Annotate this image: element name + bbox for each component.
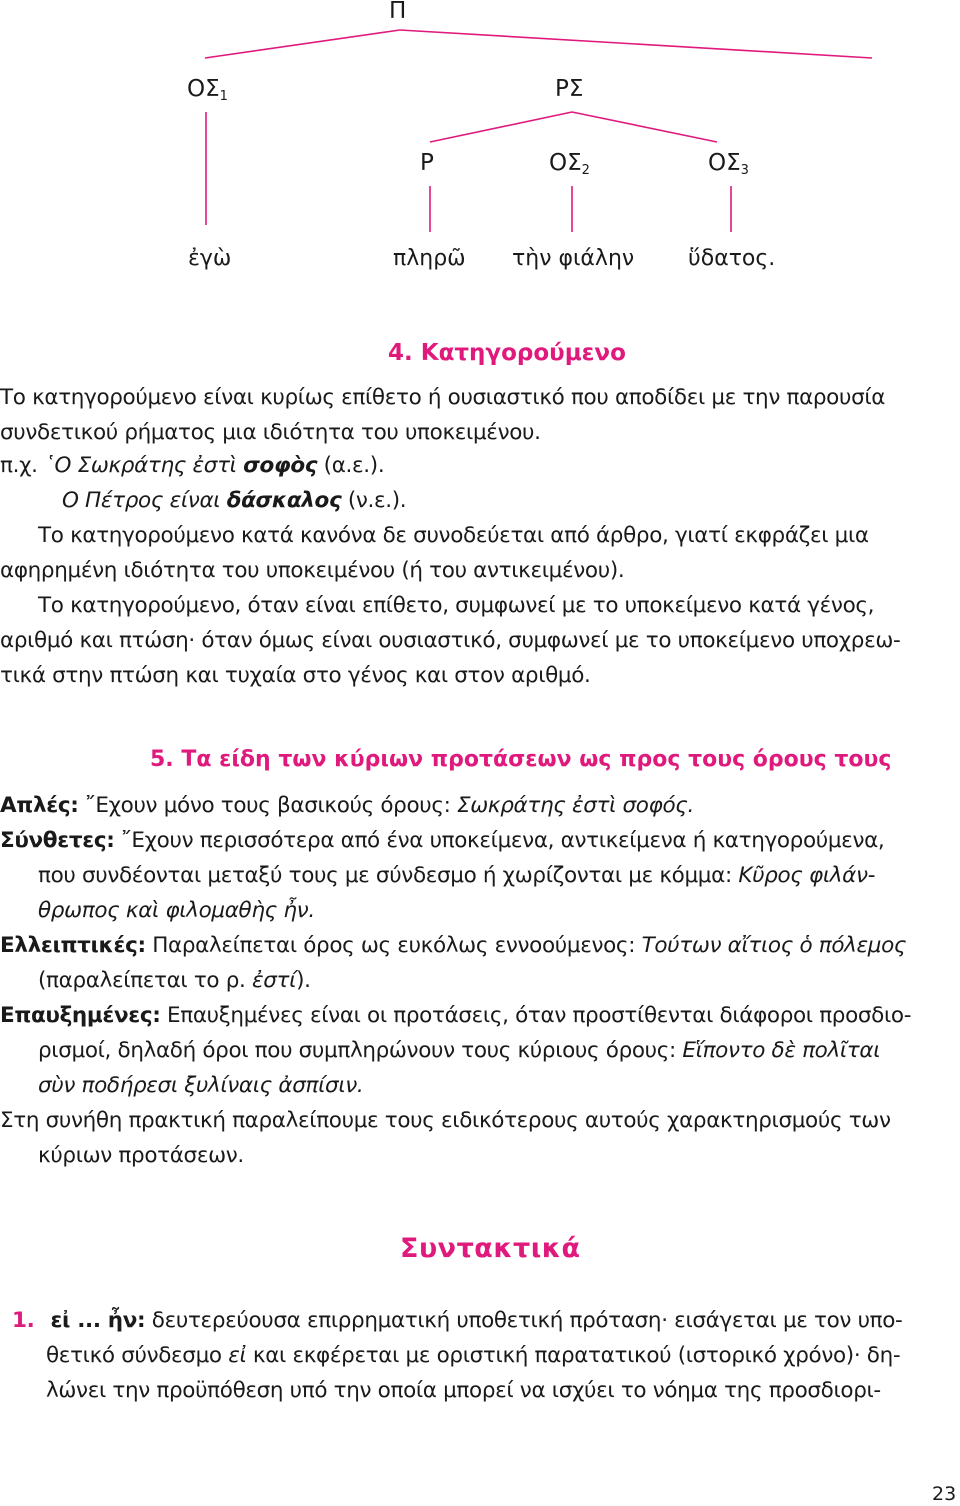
tree-diagram-lines (0, 0, 960, 290)
example-line-ancient: π.χ. ῾Ο Σωκράτης ἐστὶ σοφὸς (α.ε.). (0, 453, 385, 478)
paragraph-line: κύριων προτάσεων. (38, 1143, 244, 1168)
paragraph-line: αριθμό και πτώση· όταν όμως είναι ουσιαστικό, συμφωνεί με το υποκείμενο υποχρεω- (0, 628, 901, 653)
aples-line: Απλές: ῎Εχουν μόνο τους βασικούς όρους: Σωκράτης ἐστὶ σοφός. (0, 793, 695, 818)
tree-node-rs: ΡΣ (555, 76, 584, 102)
elleiptikes-line: (παραλείπεται το ρ. ἐστί). (38, 968, 311, 993)
page-number: 23 (932, 1483, 957, 1505)
paragraph-line: συνδετικού ρήματος μια ιδιότητα του υποκειμένου. (0, 420, 541, 445)
syntaktika-item-1-line: θετικό σύνδεσμο εἰ και εκφέρεται με οριστική παρατατικού (ιστορικό χρόνο)· δη- (46, 1343, 901, 1368)
tree-word-plero: πληρῶ (393, 246, 466, 271)
tree-node-r: Ρ (420, 150, 434, 176)
syntaktika-item-1: 1. εἰ ... ἦν: δευτερεύουσα επιρρηματική υποθετική πρόταση· εισάγεται με τον υπο- (12, 1308, 903, 1333)
elleiptikes-line: Ελλειπτικές: Παραλείπεται όρος ως ευκόλως εννοούμενος: Τούτων αἴτιος ὁ πόλεμος (0, 933, 907, 958)
tree-word-hydatos: ὕδατος. (688, 246, 776, 271)
tree-node-os2: $O\Sigma_2$ (549, 150, 590, 178)
synthetes-line: Σύνθετες: ῎Εχουν περισσότερα από ένα υποκείμενα, αντικείμενα ή κατηγορούμενα, (0, 828, 885, 853)
synthetes-line: θρωπος καὶ φιλομαθὴς ἦν. (38, 898, 315, 923)
paragraph-line: Στη συνήθη πρακτική παραλείπουμε τους ειδικότερους αυτούς χαρακτηρισμούς των (0, 1108, 891, 1133)
syntaktika-item-1-line: λώνει την προϋπόθεση υπό την οποία μπορεί να ισχύει το νόημα της προσδιορι- (46, 1378, 881, 1403)
paragraph-line: τικά στην πτώση και τυχαία στο γένος και στον αριθμό. (0, 663, 591, 688)
tree-node-os1: $O\Sigma_1$ (187, 76, 228, 104)
paragraph-line: Το κατηγορούμενο, όταν είναι επίθετο, συμφωνεί με το υποκείμενο κατά γένος, (38, 593, 875, 618)
paragraph-line: Το κατηγορούμενο είναι κυρίως επίθετο ή ουσιαστικό που αποδίδει με την παρουσία (0, 385, 886, 410)
tree-root-node: Π (389, 0, 407, 24)
section-4-heading: 4. Κατηγορούμενο (388, 340, 626, 366)
paragraph-line: αφηρημένη ιδιότητα του υποκειμένου (ή του αντικειμένου). (0, 558, 625, 583)
tree-word-ten-fialen: τὴν φιάλην (512, 246, 635, 271)
tree-word-ego: ἐγὼ (188, 246, 232, 271)
synthetes-line: που συνδέονται μεταξύ τους με σύνδεσμο ή χωρίζονται με κόμμα: Κῦρος φιλάν- (38, 863, 876, 888)
example-line-modern: Ο Πέτρος είναι δάσκαλος (ν.ε.). (62, 488, 407, 513)
syntaktika-heading: Συντακτικά (400, 1233, 581, 1264)
epauxemenes-line: Επαυξημένες: Επαυξημένες είναι οι προτάσεις, όταν προστίθενται διάφοροι προσδιο- (0, 1003, 912, 1028)
epauxemenes-line: σὺν ποδήρεσι ξυλίναις ἀσπίσιν. (38, 1073, 364, 1098)
tree-node-os3: $O\Sigma_3$ (708, 150, 749, 178)
paragraph-line: Το κατηγορούμενο κατά κανόνα δε συνοδεύεται από άρθρο, γιατί εκφράζει μια (38, 523, 869, 548)
section-5-heading: 5. Τα είδη των κύριων προτάσεων ως προς τους όρους τους (150, 747, 892, 772)
epauxemenes-line: ρισμοί, δηλαδή όροι που συμπληρώνουν τους κύριους όρους: Εἵποντο δὲ πολῖται (38, 1038, 881, 1063)
